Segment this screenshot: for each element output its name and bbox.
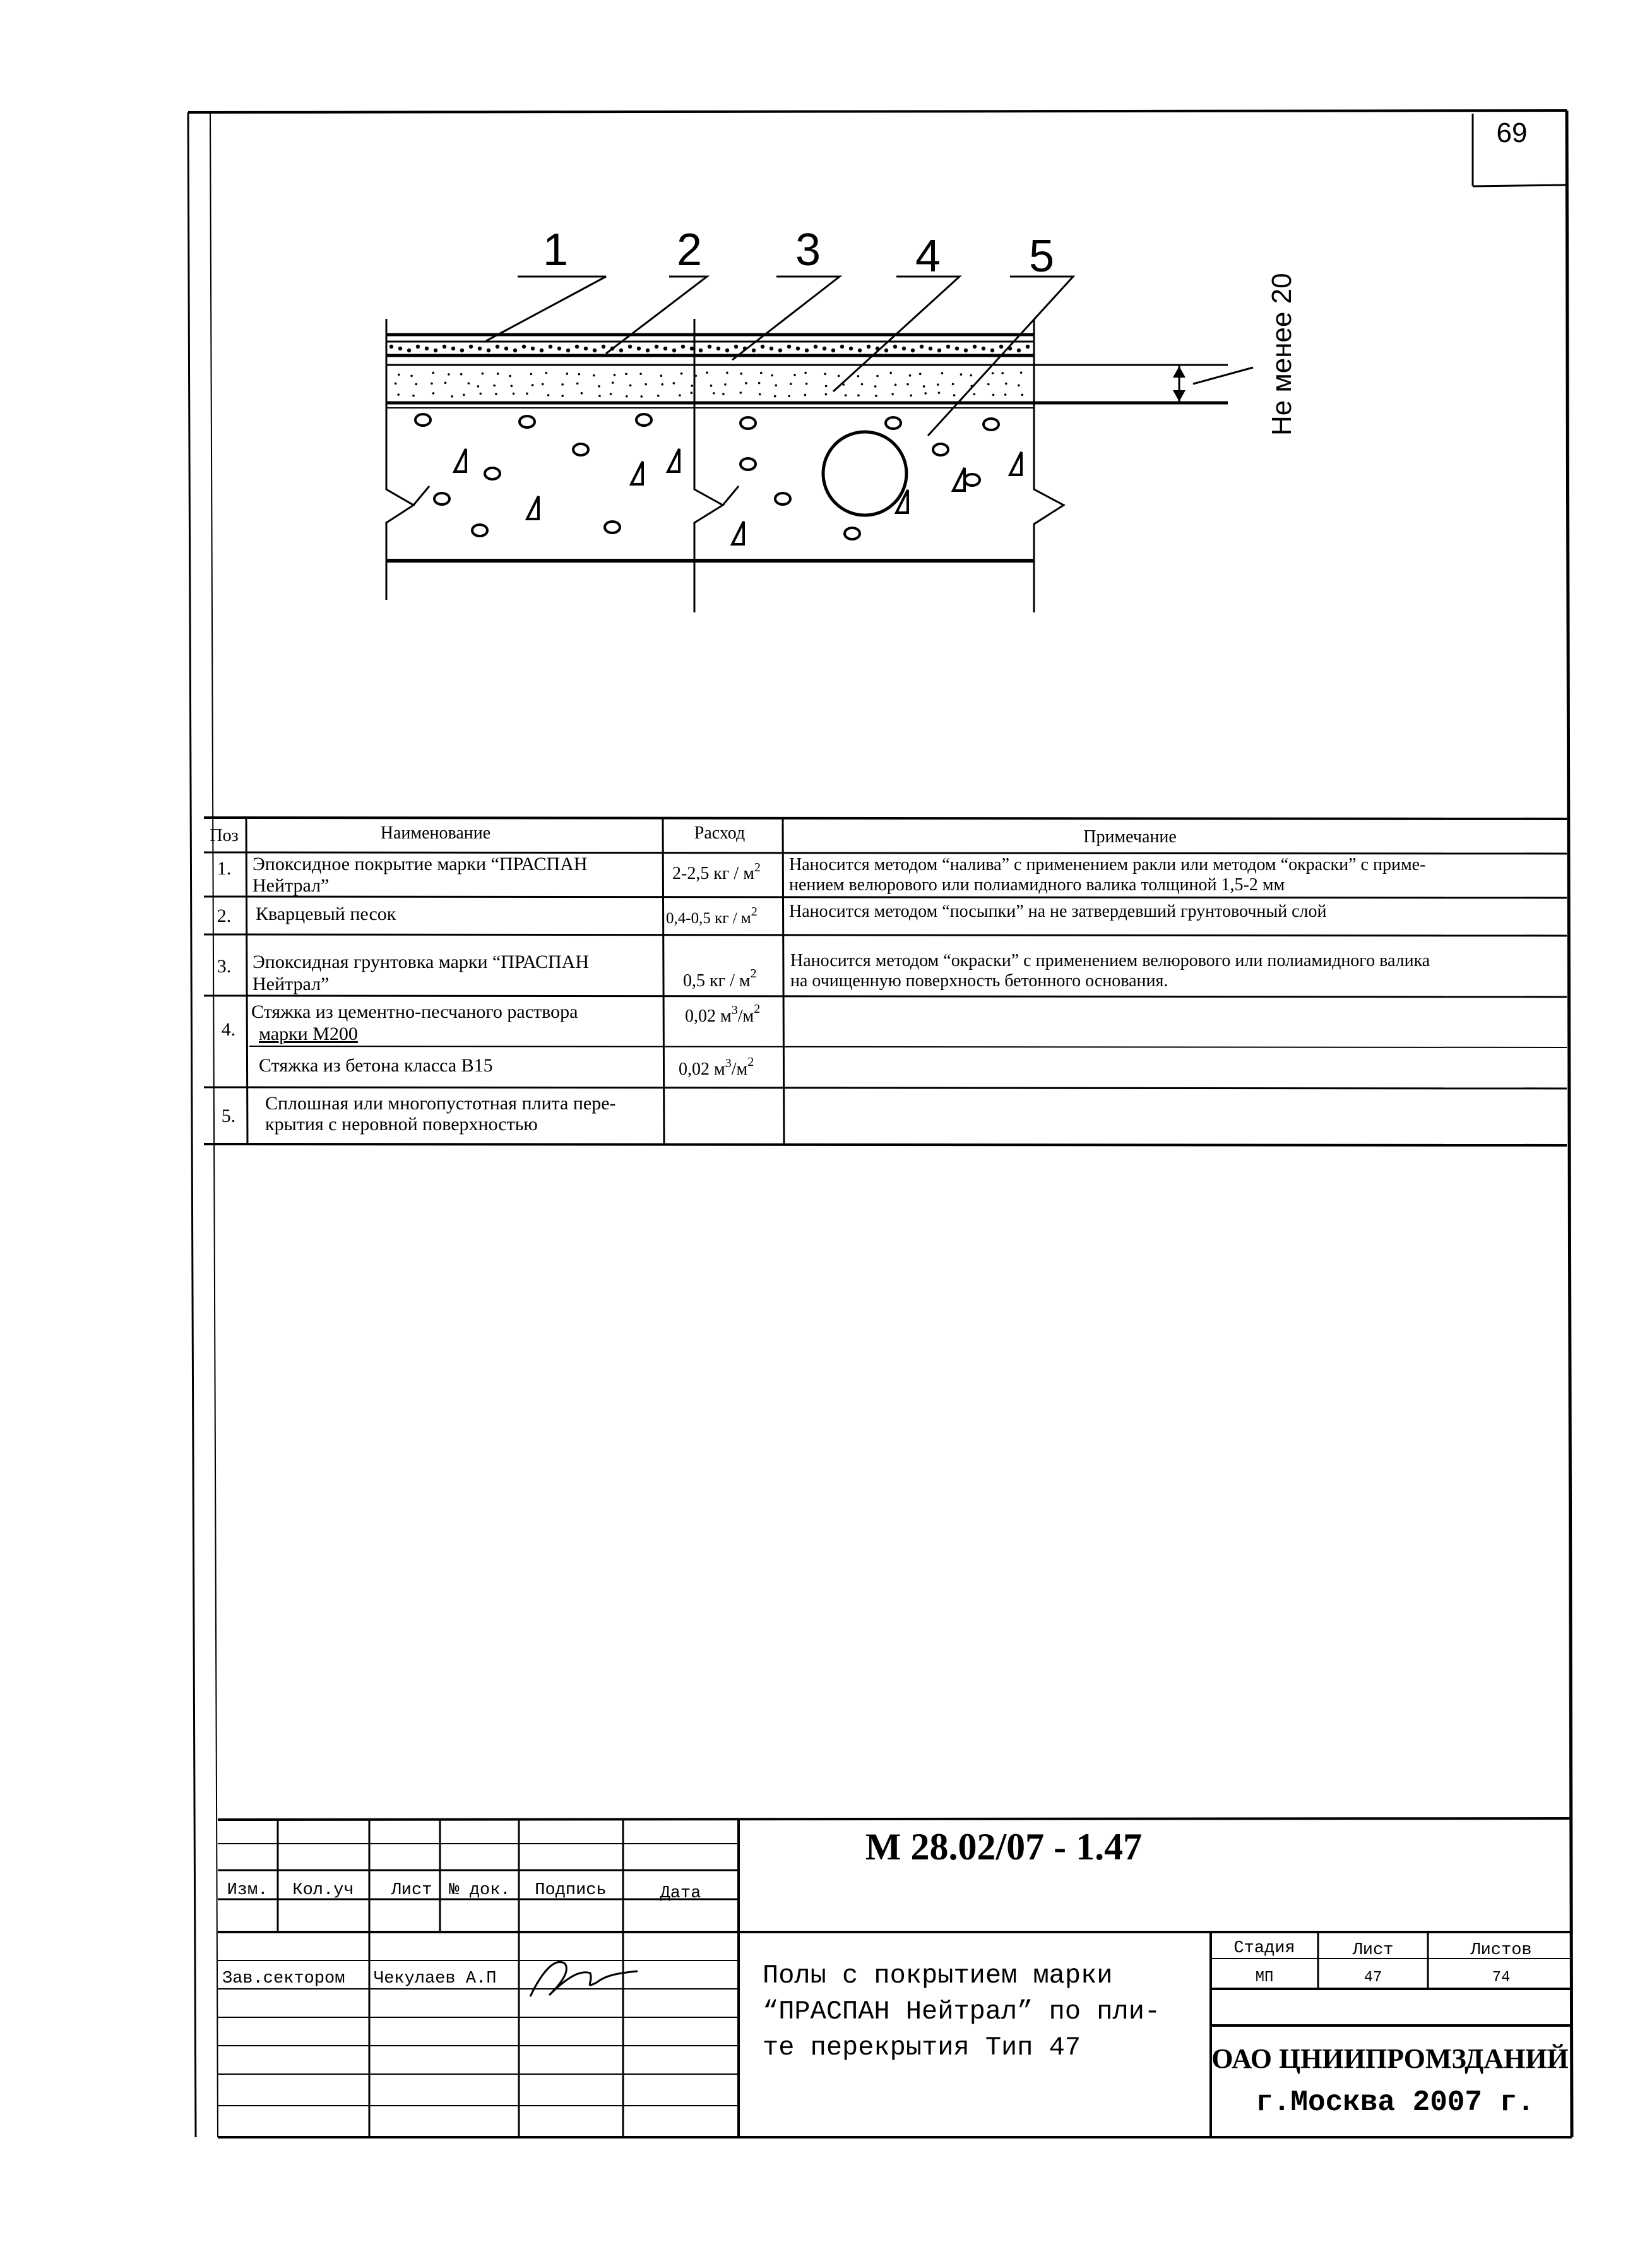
sand-dot bbox=[845, 394, 847, 397]
signer-name: Чекулаев А.П bbox=[374, 1969, 497, 1988]
coating-dot bbox=[602, 345, 605, 349]
sand-dot bbox=[680, 373, 683, 375]
sand-dot bbox=[987, 383, 990, 386]
aggregate-chip bbox=[668, 449, 679, 472]
sand-dot bbox=[432, 392, 435, 395]
col-izm: Изм. bbox=[227, 1881, 268, 1900]
coating-dot bbox=[708, 345, 711, 349]
stage-header: Стадия bbox=[1233, 1939, 1295, 1958]
sand-dot bbox=[691, 385, 693, 387]
sand-dot bbox=[673, 382, 675, 385]
coating-dot bbox=[663, 347, 667, 350]
table-row bbox=[217, 854, 1426, 896]
sand-dot bbox=[448, 373, 450, 376]
thickness-dimension bbox=[1034, 365, 1253, 403]
coating-dot bbox=[451, 347, 455, 350]
aggregate-stone bbox=[983, 419, 999, 430]
coating-dot bbox=[416, 345, 420, 349]
sand-dot bbox=[1020, 371, 1023, 374]
sand-dot bbox=[578, 373, 581, 376]
row-name: марки М200 bbox=[259, 1023, 358, 1044]
header-consumption: Расход bbox=[694, 823, 746, 843]
row-consumption: 0,02 $м^3/м^2$ bbox=[679, 1055, 754, 1079]
sand-dot bbox=[1005, 383, 1007, 385]
coating-dot bbox=[566, 349, 570, 352]
table-row bbox=[222, 1093, 616, 1135]
row-pos: 2. bbox=[217, 905, 232, 926]
sand-dot bbox=[910, 395, 913, 397]
coating-dot bbox=[734, 345, 738, 349]
sand-dot bbox=[793, 374, 796, 376]
sand-dot bbox=[726, 372, 728, 374]
sand-dot bbox=[937, 383, 939, 386]
coating-dot bbox=[770, 347, 773, 350]
aggregate-stone bbox=[636, 414, 651, 426]
row-consumption: 0,5 кг / $м^2$ bbox=[683, 967, 757, 991]
sand-dot bbox=[790, 383, 792, 385]
sand-dot bbox=[919, 373, 922, 375]
coating-dot bbox=[478, 347, 482, 350]
aggregate-stone bbox=[472, 525, 487, 536]
row-name: Нейтрал” bbox=[253, 974, 330, 994]
sand-dot bbox=[460, 373, 463, 376]
sand-dot bbox=[952, 383, 954, 386]
sand-dot bbox=[891, 393, 894, 396]
coating-dot bbox=[761, 345, 764, 349]
spec-table-body bbox=[217, 854, 1430, 1135]
aggregate-stone bbox=[845, 528, 860, 539]
coating-dot bbox=[716, 347, 720, 350]
sand-dot bbox=[970, 374, 972, 377]
coating-dot bbox=[699, 349, 703, 352]
row-pos: 3. bbox=[217, 956, 232, 977]
sand-dot bbox=[992, 372, 994, 374]
sand-dot bbox=[576, 383, 579, 385]
sand-dot bbox=[581, 392, 583, 395]
coating-dot bbox=[593, 349, 597, 352]
sand-dot bbox=[513, 393, 515, 395]
coating-dot bbox=[920, 345, 924, 349]
stage-value: МП bbox=[1255, 1969, 1274, 1986]
callout-4: 4 bbox=[915, 231, 941, 282]
aggregate-chip bbox=[455, 449, 466, 472]
coating-dot bbox=[540, 349, 544, 352]
row-name: Нейтрал” bbox=[253, 875, 330, 896]
sheets-header: Листов bbox=[1470, 1941, 1532, 1960]
coating-dot bbox=[999, 345, 1003, 349]
coating-dot bbox=[637, 347, 641, 350]
sand-dot bbox=[477, 385, 480, 388]
sand-dot bbox=[1018, 385, 1020, 387]
sand-dot bbox=[861, 383, 864, 386]
coating-dot bbox=[778, 349, 782, 352]
sand-dot bbox=[547, 394, 550, 397]
screed-texture bbox=[395, 371, 1023, 397]
aggregate-stone bbox=[520, 416, 535, 427]
sand-dot bbox=[938, 391, 941, 394]
coating-dot bbox=[955, 347, 959, 350]
sand-dot bbox=[444, 382, 447, 385]
coating-dot bbox=[619, 349, 623, 352]
sand-dot bbox=[415, 383, 417, 386]
sand-dot bbox=[612, 381, 614, 384]
row-name: Стяжка из цементно-песчаного раствора bbox=[251, 1001, 578, 1022]
sand-dot bbox=[941, 372, 944, 374]
title-line-1: Полы с покрытием марки bbox=[763, 1960, 1113, 1991]
aggregate-chip bbox=[527, 496, 538, 519]
sand-dot bbox=[804, 372, 807, 374]
sand-dot bbox=[645, 383, 647, 386]
coating-dot bbox=[946, 345, 950, 349]
coating-dot bbox=[407, 349, 411, 352]
callout-2: 2 bbox=[676, 225, 703, 275]
coating-dot bbox=[823, 347, 826, 350]
sand-dot bbox=[509, 375, 511, 378]
row-name: Эпоксидная грунтовка марки “ПРАСПАН bbox=[253, 951, 589, 972]
coating-dot bbox=[858, 349, 862, 352]
sand-dot bbox=[710, 385, 713, 387]
sheet-number-box bbox=[1473, 114, 1567, 186]
sand-dot bbox=[1021, 394, 1024, 397]
aggregate-chip bbox=[732, 522, 744, 544]
coating-dot bbox=[690, 347, 694, 350]
aggregate-stone bbox=[965, 474, 980, 486]
aggregate-stone bbox=[740, 417, 756, 429]
row-consumption: 0,4-0,5 кг / $м^2$ bbox=[666, 905, 758, 927]
sand-dot bbox=[545, 372, 548, 374]
sand-dot bbox=[889, 372, 892, 374]
row-name: Стяжка из бетона класса В15 bbox=[259, 1055, 493, 1076]
sand-dot bbox=[992, 394, 995, 397]
sand-dot bbox=[973, 393, 976, 396]
signature-mark bbox=[530, 1962, 638, 1996]
coating-dot bbox=[487, 349, 490, 352]
sand-dot bbox=[640, 395, 643, 398]
coating-dot bbox=[1026, 345, 1030, 349]
coating-dot bbox=[911, 349, 915, 352]
row-pos: 4. bbox=[221, 1019, 236, 1040]
row-note: Наносится методом “посыпки” на не затвердевший грунтовочный слой bbox=[789, 902, 1327, 921]
coating-dot bbox=[1017, 349, 1021, 352]
aggregate-stone bbox=[434, 493, 449, 504]
header-pos: Поз bbox=[210, 826, 239, 845]
coating-dot bbox=[425, 347, 429, 350]
header-note: Примечание bbox=[1083, 827, 1177, 847]
coating-dot bbox=[434, 349, 437, 352]
coating-dot bbox=[469, 345, 473, 349]
coating-dot bbox=[867, 345, 871, 349]
sand-dot bbox=[626, 395, 628, 398]
sand-dot bbox=[857, 375, 860, 378]
sand-dot bbox=[759, 393, 761, 396]
row-name: Кварцевый песок bbox=[256, 904, 396, 924]
spec-table-header bbox=[210, 823, 1176, 847]
sand-dot bbox=[771, 374, 773, 377]
coating-dot bbox=[496, 345, 499, 349]
sand-dot bbox=[468, 382, 470, 385]
aggregate-stone bbox=[740, 458, 756, 470]
sheet-header: Лист bbox=[1352, 1941, 1394, 1960]
coating-dot bbox=[937, 349, 941, 352]
sand-dot bbox=[532, 384, 534, 386]
callout-1: 1 bbox=[542, 225, 569, 275]
row-consumption: 2-2,5 кг / $м^2$ bbox=[672, 861, 761, 883]
sand-dot bbox=[706, 371, 708, 374]
row-name: Эпоксидное покрытие марки “ПРАСПАН bbox=[253, 854, 588, 874]
coating-dot bbox=[646, 349, 650, 352]
sand-dot bbox=[395, 383, 397, 385]
coating-dot bbox=[840, 345, 844, 349]
callout-3: 3 bbox=[795, 225, 821, 275]
sand-dot bbox=[432, 372, 434, 374]
aggregate-stone bbox=[933, 444, 948, 455]
sand-dot bbox=[412, 395, 415, 397]
sand-dot bbox=[713, 392, 715, 395]
coating-dot bbox=[628, 345, 632, 349]
sand-dot bbox=[451, 395, 453, 398]
row-note: Наносится методом “окраски” с применением велюрового или полиамидного валика bbox=[790, 951, 1430, 970]
sheet-value: 47 bbox=[1364, 1969, 1382, 1986]
sand-dot bbox=[657, 395, 660, 397]
sand-dot bbox=[694, 374, 697, 377]
coating-dot bbox=[929, 347, 932, 350]
sand-dot bbox=[724, 383, 727, 386]
coating-dot bbox=[443, 345, 446, 349]
sand-dot bbox=[639, 373, 642, 375]
row-note: нением велюрового или полиамидного валика толщиной 1,5-2 мм bbox=[789, 875, 1285, 895]
sand-dot bbox=[788, 395, 790, 397]
coating-dot bbox=[982, 347, 985, 350]
header-name: Наименование bbox=[380, 823, 491, 843]
sand-dot bbox=[511, 385, 513, 388]
sand-dot bbox=[530, 373, 533, 376]
sand-dot bbox=[953, 394, 956, 397]
sand-dot bbox=[561, 395, 564, 397]
document-code: М 28.02/07 - 1.47 bbox=[865, 1826, 1143, 1868]
sand-dot bbox=[1001, 372, 1004, 374]
col-signature: Подпись bbox=[535, 1881, 607, 1900]
sheets-value: 74 bbox=[1492, 1969, 1511, 1986]
aggregate-chip bbox=[1010, 452, 1021, 475]
coating-dot bbox=[752, 349, 756, 352]
coating-dot bbox=[787, 345, 791, 349]
sand-dot bbox=[745, 382, 747, 385]
sand-dot bbox=[398, 374, 400, 376]
callout-5: 5 bbox=[1028, 231, 1055, 282]
sand-dot bbox=[661, 383, 663, 386]
row-note: Наносится методом “налива” с применением ракли или методом “окраски” с приме- bbox=[789, 855, 1426, 874]
sand-dot bbox=[691, 391, 693, 394]
coating-dot bbox=[849, 347, 853, 350]
sand-dot bbox=[874, 385, 877, 388]
coating-dot bbox=[973, 345, 977, 349]
sand-dot bbox=[960, 373, 963, 376]
coating-dot bbox=[389, 345, 393, 349]
col-list: Лист bbox=[391, 1881, 432, 1900]
sand-dot bbox=[410, 374, 413, 377]
organization-name: ОАО ЦНИИПРОМЗДАНИЙ bbox=[1211, 2043, 1569, 2074]
coating-dot bbox=[531, 347, 535, 350]
coating-dot bbox=[504, 347, 508, 350]
sand-dot bbox=[740, 373, 742, 375]
floor-section-drawing bbox=[386, 319, 1228, 612]
sand-dot bbox=[740, 391, 742, 394]
sand-dot bbox=[479, 393, 482, 395]
sand-dot bbox=[775, 385, 778, 387]
sand-dot bbox=[397, 393, 400, 396]
table-row bbox=[217, 951, 1430, 994]
sheet-number: 69 bbox=[1496, 117, 1528, 148]
sand-dot bbox=[561, 383, 564, 386]
row-consumption: 0,02 $м^3/м^2$ bbox=[685, 1002, 761, 1026]
sand-dot bbox=[463, 394, 465, 397]
sand-dot bbox=[1004, 393, 1007, 396]
aggregate-stone bbox=[886, 417, 901, 429]
aggregate-stone bbox=[605, 522, 620, 533]
coating-dot bbox=[990, 349, 994, 352]
coating-dot bbox=[805, 349, 809, 352]
sand-dot bbox=[497, 373, 499, 375]
sand-dot bbox=[722, 393, 725, 395]
sand-dot bbox=[894, 384, 897, 386]
coating-dot bbox=[655, 345, 658, 349]
sand-dot bbox=[906, 383, 909, 386]
col-doc-no: № док. bbox=[449, 1881, 511, 1900]
sand-dot bbox=[495, 393, 497, 395]
coating-dot bbox=[575, 345, 579, 349]
coating-dot bbox=[831, 349, 835, 352]
sand-dot bbox=[909, 374, 912, 377]
title-line-3: те перекрытия Тип 47 bbox=[763, 2032, 1081, 2063]
coating-texture bbox=[389, 345, 1030, 352]
sand-dot bbox=[598, 395, 601, 397]
sand-dot bbox=[526, 393, 528, 395]
coating-dot bbox=[398, 347, 402, 350]
sand-dot bbox=[482, 373, 484, 375]
aggregate-stone bbox=[775, 493, 790, 504]
coating-dot bbox=[814, 345, 817, 349]
sand-dot bbox=[804, 394, 807, 397]
table-row bbox=[259, 1055, 754, 1079]
table-row bbox=[222, 1001, 760, 1044]
row-name: Сплошная или многопустотная плита пере- bbox=[265, 1093, 616, 1114]
coating-dot bbox=[681, 345, 685, 349]
col-date: Дата bbox=[660, 1884, 701, 1903]
coating-dot bbox=[549, 345, 552, 349]
coating-dot bbox=[964, 349, 968, 352]
coating-dot bbox=[557, 347, 561, 350]
sand-dot bbox=[431, 383, 433, 385]
coating-dot bbox=[584, 347, 588, 350]
sand-dot bbox=[679, 394, 681, 397]
sand-dot bbox=[825, 385, 828, 388]
row-note: на очищенную поверхность бетонного основания. bbox=[790, 971, 1168, 991]
sand-dot bbox=[923, 385, 925, 388]
sand-dot bbox=[593, 374, 595, 377]
sand-dot bbox=[857, 394, 860, 397]
sand-dot bbox=[610, 393, 612, 395]
sand-dot bbox=[924, 392, 927, 395]
row-pos: 1. bbox=[217, 858, 232, 879]
coating-dot bbox=[884, 349, 888, 352]
document-title bbox=[763, 1960, 1160, 2063]
signer-role: Зав.сектором bbox=[222, 1969, 345, 1988]
sand-dot bbox=[629, 385, 632, 387]
min-thickness-label: Не менее 20 bbox=[1266, 273, 1297, 436]
sand-dot bbox=[805, 383, 808, 385]
col-kol-uch: Кол.уч bbox=[292, 1881, 354, 1900]
aggregate-chip bbox=[631, 462, 643, 484]
coating-dot bbox=[522, 345, 526, 349]
coating-dot bbox=[460, 349, 464, 352]
aggregate-stone bbox=[485, 468, 500, 479]
coating-dot bbox=[902, 347, 906, 350]
sand-dot bbox=[625, 373, 627, 376]
row-pos: 5. bbox=[221, 1106, 236, 1126]
sand-dot bbox=[758, 382, 761, 385]
coating-dot bbox=[513, 349, 517, 352]
stage-sheet-cells bbox=[1233, 1939, 1531, 1986]
sand-dot bbox=[825, 393, 828, 396]
sand-dot bbox=[838, 375, 840, 378]
aggregate-chip bbox=[953, 468, 965, 491]
sand-dot bbox=[760, 372, 763, 374]
aggregate-stone bbox=[573, 444, 588, 455]
callout-numbers bbox=[543, 225, 1054, 282]
coating-dot bbox=[725, 349, 729, 352]
sand-dot bbox=[876, 375, 879, 378]
coating-dot bbox=[796, 347, 800, 350]
table-row bbox=[217, 902, 1327, 927]
coating-dot bbox=[893, 345, 897, 349]
sand-dot bbox=[493, 385, 496, 387]
sand-dot bbox=[824, 373, 826, 375]
row-name: крытия с неровной поверхностью bbox=[265, 1114, 538, 1135]
sand-dot bbox=[566, 373, 569, 375]
sand-dot bbox=[875, 395, 877, 397]
sand-dot bbox=[614, 374, 616, 376]
title-line-2: “ПРАСПАН Нейтрал” по пли- bbox=[763, 1996, 1161, 2027]
sand-dot bbox=[542, 383, 544, 386]
sand-dot bbox=[774, 395, 776, 398]
organization-city-year: г.Москва 2007 г. bbox=[1256, 2086, 1535, 2119]
sand-dot bbox=[660, 374, 663, 377]
sand-dot bbox=[598, 385, 600, 388]
coating-dot bbox=[672, 349, 676, 352]
aggregate-stone bbox=[415, 414, 431, 426]
